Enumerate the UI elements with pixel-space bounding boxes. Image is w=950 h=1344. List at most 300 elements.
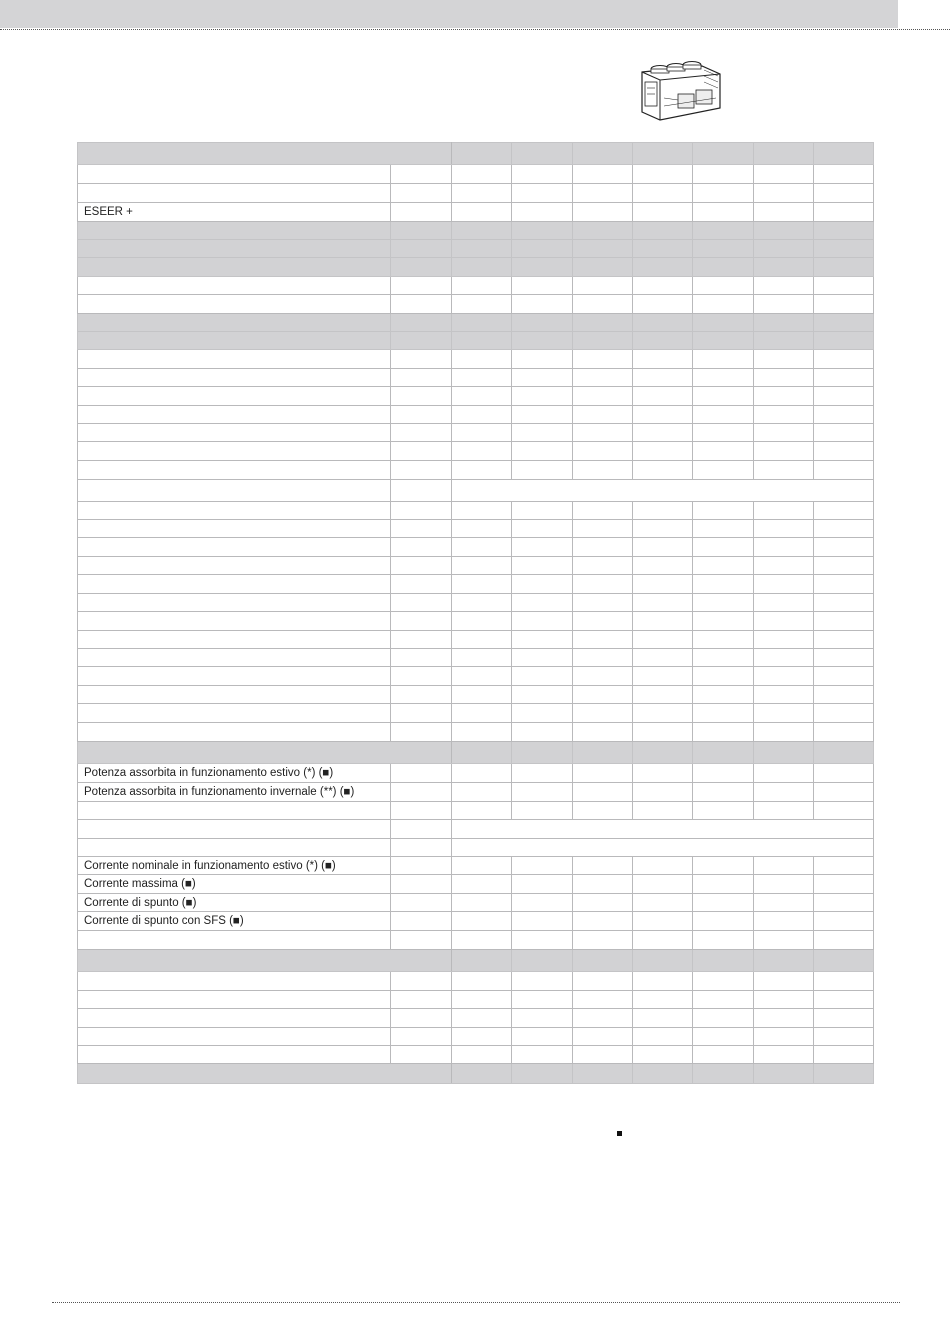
- value-cell: [452, 240, 512, 258]
- value-cell: [633, 165, 693, 184]
- value-cell: [814, 742, 874, 764]
- row-label: Corrente nominale in funzionamento estivo (*) (■): [78, 857, 391, 875]
- value-cell: [452, 258, 512, 277]
- value-cell: [814, 461, 874, 480]
- value-cell: [452, 314, 512, 332]
- value-cell: [693, 520, 754, 538]
- value-cell: [573, 667, 633, 686]
- row-label: [78, 991, 391, 1009]
- value-cell: [814, 1046, 874, 1064]
- table-row: [78, 520, 874, 538]
- value-cell: [512, 612, 573, 631]
- table-row: [78, 950, 874, 972]
- value-cell: [693, 894, 754, 912]
- value-cell: [633, 538, 693, 557]
- value-cell: [693, 802, 754, 820]
- unit-cell: [391, 557, 452, 575]
- row-label: [78, 575, 391, 594]
- value-cell: [452, 165, 512, 184]
- value-cell: [814, 222, 874, 240]
- value-cell: [693, 387, 754, 406]
- value-cell: [512, 875, 573, 894]
- value-cell: [693, 667, 754, 686]
- unit-cell: [391, 424, 452, 442]
- table-row: [78, 258, 874, 277]
- value-cell: [754, 222, 814, 240]
- value-cell: [512, 631, 573, 649]
- row-label: [78, 387, 391, 406]
- value-cell: [693, 991, 754, 1009]
- row-label: Potenza assorbita in funzionamento invernale (**) (■): [78, 783, 391, 802]
- row-label: [78, 165, 391, 184]
- unit-cell: [391, 594, 452, 612]
- value-cell: [452, 502, 512, 520]
- value-cell: [814, 424, 874, 442]
- value-cell: [512, 502, 573, 520]
- value-cell: [814, 931, 874, 950]
- value-cell: [512, 972, 573, 991]
- value-cell: [633, 875, 693, 894]
- table-row: [78, 631, 874, 649]
- value-cell: [693, 704, 754, 723]
- table-row: [78, 184, 874, 203]
- unit-cell: [391, 520, 452, 538]
- row-label: [78, 972, 391, 991]
- value-cell: [512, 857, 573, 875]
- value-cell: [814, 143, 874, 165]
- value-cell: [452, 802, 512, 820]
- value-cell: [633, 931, 693, 950]
- row-label: [78, 461, 391, 480]
- unit-cell: [391, 461, 452, 480]
- value-cell: [693, 538, 754, 557]
- unit-cell: [391, 369, 452, 387]
- unit-cell: [391, 839, 452, 857]
- value-cell: [754, 203, 814, 222]
- row-label: [78, 222, 391, 240]
- table-row: [78, 538, 874, 557]
- unit-cell: [391, 314, 452, 332]
- value-cell: [512, 184, 573, 203]
- value-cell: [452, 538, 512, 557]
- value-cell: [452, 332, 512, 350]
- value-cell: [814, 1028, 874, 1046]
- table-row: [78, 424, 874, 442]
- value-cell: [693, 1028, 754, 1046]
- value-cell: [633, 612, 693, 631]
- table-row: [78, 912, 874, 931]
- value-cell: [633, 594, 693, 612]
- value-cell: [814, 594, 874, 612]
- table-row: [78, 802, 874, 820]
- value-cell: [452, 222, 512, 240]
- row-label: [78, 143, 452, 165]
- row-label: [78, 802, 391, 820]
- value-cell: [512, 931, 573, 950]
- table-row: [78, 723, 874, 742]
- table-row: [78, 557, 874, 575]
- value-cell: [633, 991, 693, 1009]
- unit-cell: [391, 575, 452, 594]
- value-cell: [512, 295, 573, 314]
- value-cell: [452, 631, 512, 649]
- value-cell: [814, 575, 874, 594]
- table-row: [78, 502, 874, 520]
- value-cell: [633, 764, 693, 783]
- value-cell: [633, 442, 693, 461]
- value-cell: [573, 594, 633, 612]
- value-cell: [512, 222, 573, 240]
- value-cell: [633, 222, 693, 240]
- value-cell: [814, 295, 874, 314]
- value-cell: [573, 502, 633, 520]
- value-cell: [573, 612, 633, 631]
- value-cell: [452, 912, 512, 931]
- value-cell: [693, 972, 754, 991]
- value-cell: [693, 594, 754, 612]
- row-label: [78, 612, 391, 631]
- value-cell: [512, 240, 573, 258]
- value-cell: [814, 1064, 874, 1084]
- value-cell: [573, 1009, 633, 1028]
- value-cell: [633, 502, 693, 520]
- row-label: [78, 557, 391, 575]
- value-cell: [814, 240, 874, 258]
- value-cell: [573, 783, 633, 802]
- unit-cell: [391, 612, 452, 631]
- value-cell: [693, 258, 754, 277]
- value-cell: [814, 631, 874, 649]
- table-row: [78, 686, 874, 704]
- value-cell: [754, 295, 814, 314]
- value-cell: [512, 991, 573, 1009]
- value-cell: [633, 1046, 693, 1064]
- merged-value-cell: [452, 820, 874, 839]
- value-cell: [693, 742, 754, 764]
- value-cell: [633, 704, 693, 723]
- value-cell: [754, 649, 814, 667]
- row-label: [78, 277, 391, 295]
- value-cell: [814, 802, 874, 820]
- row-label: [78, 424, 391, 442]
- value-cell: [693, 649, 754, 667]
- value-cell: [693, 1046, 754, 1064]
- value-cell: [452, 387, 512, 406]
- value-cell: [512, 406, 573, 424]
- value-cell: [573, 277, 633, 295]
- value-cell: [693, 1064, 754, 1084]
- value-cell: [573, 950, 633, 972]
- unit-cell: [391, 649, 452, 667]
- value-cell: [512, 1009, 573, 1028]
- value-cell: [633, 461, 693, 480]
- table-row: [78, 1028, 874, 1046]
- value-cell: [633, 240, 693, 258]
- value-cell: [633, 972, 693, 991]
- value-cell: [512, 1046, 573, 1064]
- row-label: [78, 667, 391, 686]
- value-cell: [754, 875, 814, 894]
- value-cell: [573, 991, 633, 1009]
- table-row: [78, 991, 874, 1009]
- value-cell: [573, 442, 633, 461]
- value-cell: [693, 461, 754, 480]
- value-cell: [814, 277, 874, 295]
- row-label: [78, 258, 391, 277]
- value-cell: [693, 406, 754, 424]
- value-cell: [573, 557, 633, 575]
- value-cell: [814, 557, 874, 575]
- value-cell: [754, 461, 814, 480]
- unit-cell: [391, 931, 452, 950]
- row-label: [78, 502, 391, 520]
- value-cell: [693, 203, 754, 222]
- value-cell: [754, 1046, 814, 1064]
- value-cell: [512, 894, 573, 912]
- value-cell: [573, 1046, 633, 1064]
- table-row: [78, 764, 874, 783]
- value-cell: [512, 143, 573, 165]
- unit-cell: [391, 538, 452, 557]
- value-cell: [452, 875, 512, 894]
- unit-cell: [391, 442, 452, 461]
- value-cell: [633, 203, 693, 222]
- value-cell: [693, 314, 754, 332]
- value-cell: [633, 184, 693, 203]
- value-cell: [754, 369, 814, 387]
- value-cell: [633, 742, 693, 764]
- unit-cell: [391, 972, 452, 991]
- table-row: [78, 480, 874, 502]
- header-bar: [0, 0, 898, 28]
- row-label: [78, 950, 452, 972]
- value-cell: [512, 387, 573, 406]
- value-cell: [754, 742, 814, 764]
- row-label: Corrente massima (■): [78, 875, 391, 894]
- table-row: [78, 1046, 874, 1064]
- value-cell: [814, 704, 874, 723]
- value-cell: [573, 875, 633, 894]
- value-cell: [693, 240, 754, 258]
- value-cell: [693, 332, 754, 350]
- value-cell: [512, 442, 573, 461]
- value-cell: [573, 314, 633, 332]
- table-row: [78, 894, 874, 912]
- value-cell: [693, 143, 754, 165]
- unit-cell: [391, 783, 452, 802]
- value-cell: [754, 1009, 814, 1028]
- unit-cell: [391, 1009, 452, 1028]
- value-cell: [633, 277, 693, 295]
- table-row: [78, 667, 874, 686]
- table-row: [78, 594, 874, 612]
- value-cell: [512, 557, 573, 575]
- value-cell: [814, 520, 874, 538]
- value-cell: [452, 406, 512, 424]
- row-label: [78, 240, 391, 258]
- value-cell: [573, 649, 633, 667]
- value-cell: [754, 972, 814, 991]
- value-cell: [633, 350, 693, 369]
- value-cell: [633, 912, 693, 931]
- value-cell: [754, 557, 814, 575]
- row-label: [78, 442, 391, 461]
- value-cell: [754, 704, 814, 723]
- value-cell: [512, 350, 573, 369]
- value-cell: [512, 649, 573, 667]
- value-cell: [512, 575, 573, 594]
- value-cell: [754, 502, 814, 520]
- unit-cell: [391, 387, 452, 406]
- value-cell: [693, 783, 754, 802]
- value-cell: [573, 1028, 633, 1046]
- value-cell: [754, 165, 814, 184]
- value-cell: [754, 686, 814, 704]
- table-row: [78, 839, 874, 857]
- value-cell: [754, 912, 814, 931]
- value-cell: [693, 222, 754, 240]
- row-label: Corrente di spunto (■): [78, 894, 391, 912]
- value-cell: [452, 857, 512, 875]
- value-cell: [754, 723, 814, 742]
- table-row: [78, 704, 874, 723]
- row-label: [78, 820, 391, 839]
- value-cell: [633, 369, 693, 387]
- value-cell: [452, 991, 512, 1009]
- value-cell: [573, 742, 633, 764]
- unit-cell: [391, 857, 452, 875]
- unit-cell: [391, 686, 452, 704]
- footnote-marker: [617, 1131, 622, 1136]
- unit-cell: [391, 802, 452, 820]
- value-cell: [633, 783, 693, 802]
- value-cell: [452, 461, 512, 480]
- row-label: [78, 350, 391, 369]
- value-cell: [633, 649, 693, 667]
- value-cell: [573, 631, 633, 649]
- value-cell: [512, 369, 573, 387]
- value-cell: [452, 184, 512, 203]
- row-label: Potenza assorbita in funzionamento estivo (*) (■): [78, 764, 391, 783]
- row-label: [78, 520, 391, 538]
- table-row: [78, 442, 874, 461]
- unit-cell: [391, 277, 452, 295]
- table-row: [78, 143, 874, 165]
- value-cell: [814, 764, 874, 783]
- value-cell: [512, 538, 573, 557]
- value-cell: [512, 667, 573, 686]
- unit-cell: [391, 203, 452, 222]
- row-label: [78, 295, 391, 314]
- value-cell: [512, 704, 573, 723]
- value-cell: [693, 912, 754, 931]
- unit-cell: [391, 820, 452, 839]
- value-cell: [633, 1028, 693, 1046]
- value-cell: [754, 538, 814, 557]
- value-cell: [512, 314, 573, 332]
- table-row: [78, 1009, 874, 1028]
- value-cell: [573, 704, 633, 723]
- value-cell: [814, 875, 874, 894]
- value-cell: [512, 1028, 573, 1046]
- value-cell: [693, 931, 754, 950]
- value-cell: [693, 950, 754, 972]
- row-label: [78, 1028, 391, 1046]
- value-cell: [814, 649, 874, 667]
- value-cell: [754, 314, 814, 332]
- value-cell: [633, 631, 693, 649]
- unit-cell: [391, 222, 452, 240]
- value-cell: [452, 1009, 512, 1028]
- value-cell: [814, 350, 874, 369]
- value-cell: [573, 857, 633, 875]
- value-cell: [754, 442, 814, 461]
- value-cell: [633, 258, 693, 277]
- value-cell: [452, 594, 512, 612]
- value-cell: [633, 1064, 693, 1084]
- value-cell: [693, 277, 754, 295]
- table-row: [78, 203, 874, 222]
- value-cell: [512, 520, 573, 538]
- value-cell: [573, 912, 633, 931]
- unit-cell: [391, 912, 452, 931]
- value-cell: [573, 406, 633, 424]
- value-cell: [814, 950, 874, 972]
- row-label: [78, 369, 391, 387]
- value-cell: [754, 332, 814, 350]
- unit-cell: [391, 631, 452, 649]
- value-cell: [452, 1046, 512, 1064]
- value-cell: [633, 723, 693, 742]
- value-cell: [573, 295, 633, 314]
- value-cell: [693, 575, 754, 594]
- merged-value-cell: [452, 480, 874, 502]
- value-cell: [814, 258, 874, 277]
- value-cell: [814, 667, 874, 686]
- unit-cell: [391, 332, 452, 350]
- table-row: [78, 612, 874, 631]
- table-row: [78, 240, 874, 258]
- value-cell: [512, 686, 573, 704]
- value-cell: [754, 387, 814, 406]
- value-cell: [573, 520, 633, 538]
- value-cell: [693, 1009, 754, 1028]
- value-cell: [754, 612, 814, 631]
- merged-value-cell: [452, 839, 874, 857]
- row-label: [78, 704, 391, 723]
- value-cell: [814, 894, 874, 912]
- value-cell: [814, 1009, 874, 1028]
- value-cell: [633, 667, 693, 686]
- value-cell: [814, 972, 874, 991]
- value-cell: [512, 1064, 573, 1084]
- value-cell: [573, 387, 633, 406]
- value-cell: [693, 165, 754, 184]
- row-label: [78, 406, 391, 424]
- value-cell: [693, 875, 754, 894]
- value-cell: [633, 557, 693, 575]
- value-cell: [573, 931, 633, 950]
- value-cell: [452, 723, 512, 742]
- value-cell: [452, 667, 512, 686]
- value-cell: [452, 950, 512, 972]
- row-label: [78, 686, 391, 704]
- value-cell: [693, 442, 754, 461]
- value-cell: [814, 538, 874, 557]
- value-cell: [814, 387, 874, 406]
- row-label: [78, 480, 391, 502]
- value-cell: [754, 520, 814, 538]
